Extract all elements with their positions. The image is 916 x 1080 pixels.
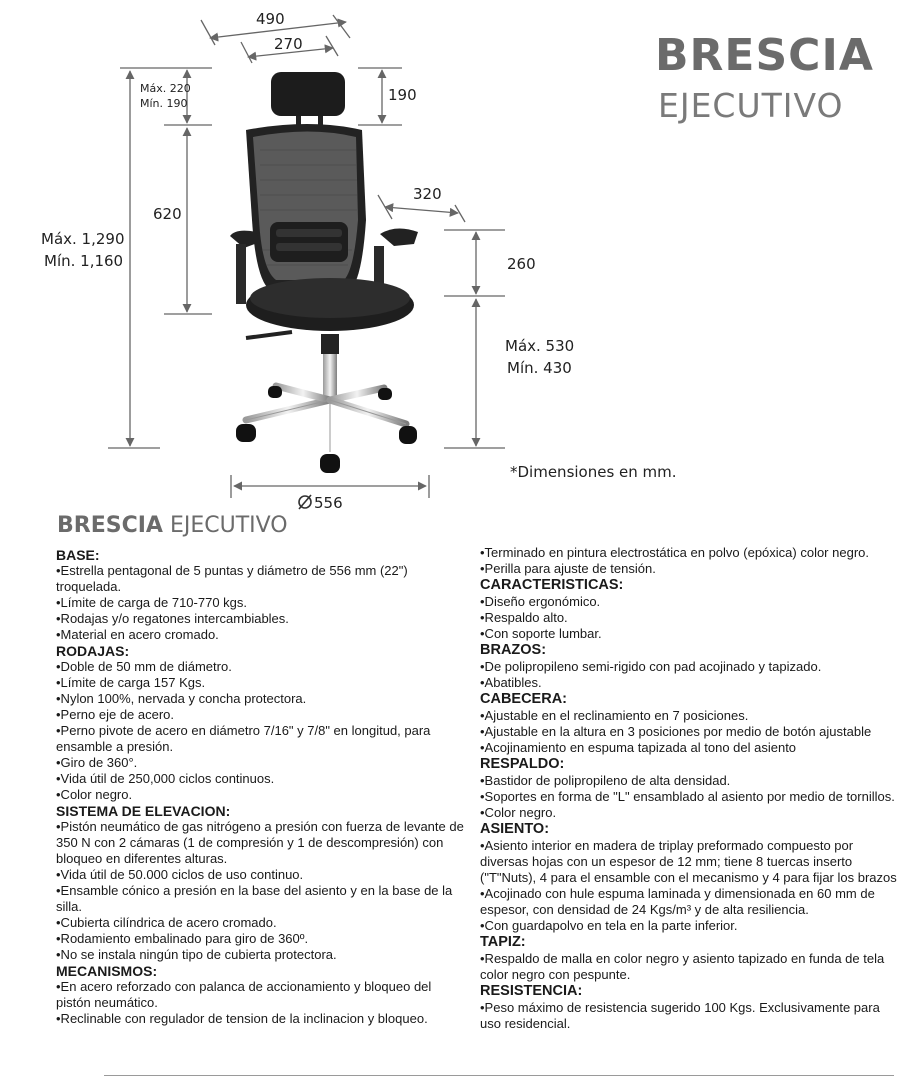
dim-headrest-adj-min: Mín. 190 — [140, 97, 188, 110]
spec-item: •Perno pivote de acero en diámetro 7/16" y 7/8" en longitud, para ensamble a presión. — [56, 723, 431, 754]
bottom-divider — [104, 1075, 894, 1076]
section-title-bold: BRESCIA — [57, 513, 163, 538]
spec-item: •Nylon 100%, nervada y concha protectora. — [56, 691, 307, 706]
dim-arm-height: 260 — [507, 255, 536, 273]
spec-heading: RODAJAS: — [56, 643, 130, 659]
spec-item: •Material en acero cromado. — [56, 627, 219, 642]
dim-arm-depth: 320 — [413, 185, 442, 203]
spec-item: •Acojinado con hule espuma laminada y dimensionada en 60 mm de espesor, con densidad de 24 Kgs/m³ y de alta resiliencia. — [480, 886, 875, 917]
dim-total-min: Mín. 1,160 — [44, 252, 124, 270]
spec-item: •Ensamble cónico a presión en la base del asiento y en la base de la silla. — [56, 883, 453, 914]
dim-total-max: Máx. 1,290 — [41, 230, 125, 248]
spec-heading: ASIENTO: — [480, 821, 550, 837]
dimension-drawing — [0, 0, 916, 510]
spec-heading: SISTEMA DE ELEVACION: — [56, 803, 231, 819]
spec-item: •Rodamiento embalinado para giro de 360º. — [56, 931, 309, 946]
spec-item: •Terminado en pintura electrostática en polvo (epóxica) color negro. — [480, 545, 869, 560]
spec-heading: TAPIZ: — [480, 934, 526, 950]
spec-item: •Límite de carga de 710-770 kgs. — [56, 595, 248, 610]
spec-item: •Acojinamiento en espuma tapizada al tono del asiento — [480, 740, 797, 755]
product-subtitle: EJECUTIVO — [658, 86, 844, 125]
spec-item: •Estrella pentagonal de 5 puntas y diámetro de 556 mm (22") troquelada. — [56, 563, 408, 594]
spec-item: •Perno eje de acero. — [56, 707, 175, 722]
chair-image — [230, 72, 418, 473]
section-title-light: EJECUTIVO — [162, 513, 288, 538]
spec-column-right — [480, 545, 900, 1032]
spec-item: •No se instala ningún tipo de cubierta protectora. — [56, 947, 337, 962]
spec-heading: RESISTENCIA: — [480, 983, 583, 999]
spec-item: •Asiento interior en madera de triplay preformado compuesto por diversas hojas con un espesor de 12 mm; tiene 8 tuercas inserto ("T"Nuts), 4 para el ensamble con el mecanismo y 4 para fijar los brazos — [480, 838, 897, 885]
spec-item: •Vida útil de 50.000 ciclos de uso continuo. — [56, 867, 304, 882]
dim-seat-max: Máx. 530 — [505, 337, 575, 355]
spec-item: •Respaldo alto. — [480, 610, 568, 625]
spec-item: •Rodajas y/o regatones intercambiables. — [56, 611, 289, 626]
spec-item: •Cubierta cilíndrica de acero cromado. — [56, 915, 277, 930]
spec-item: •Diseño ergonómico. — [480, 594, 601, 609]
spec-item: •Perilla para ajuste de tensión. — [480, 561, 656, 576]
spec-heading: CARACTERISTICAS: — [480, 577, 624, 593]
dim-seat-min: Mín. 430 — [507, 359, 572, 377]
spec-item: •Respaldo de malla en color negro y asiento tapizado en funda de tela color negro con pespunte. — [480, 951, 885, 982]
spec-item: •Giro de 360°. — [56, 755, 138, 770]
spec-heading: CABECERA: — [480, 691, 567, 707]
spec-item: •Color negro. — [480, 805, 557, 820]
spec-item: •Ajustable en el reclinamiento en 7 posiciones. — [480, 708, 749, 723]
spec-item: •De polipropileno semi-rigido con pad acojinado y tapizado. — [480, 659, 822, 674]
spec-heading: BASE: — [56, 547, 100, 563]
spec-item: •Peso máximo de resistencia sugerido 100 Kgs. Exclusivamente para uso residencial. — [480, 1000, 880, 1031]
spec-item: •Color negro. — [56, 787, 133, 802]
spec-item: •Pistón neumático de gas nitrógeno a presión con fuerza de levante de 350 N con 2 cámaras (1 de compresión y 1 de descompresión) con bloqueo en diferentes alturas. — [56, 819, 464, 866]
spec-heading: MECANISMOS: — [56, 963, 158, 979]
spec-item: •Abatibles. — [480, 675, 542, 690]
dim-back-height: 620 — [153, 205, 182, 223]
spec-item: •Doble de 50 mm de diámetro. — [56, 659, 232, 674]
section-title — [57, 513, 288, 538]
spec-heading: BRAZOS: — [480, 642, 547, 658]
dim-headrest-height: 190 — [388, 86, 417, 104]
spec-item: •Reclinable con regulador de tension de la inclinacion y bloqueo. — [56, 1011, 428, 1026]
spec-item: •En acero reforzado con palanca de accionamiento y bloqueo del pistón neumático. — [56, 979, 432, 1010]
spec-item: •Ajustable en la altura en 3 posiciones por medio de botón ajustable — [480, 724, 872, 739]
spec-column-left — [56, 547, 468, 1027]
product-title: BRESCIA — [655, 30, 874, 81]
spec-item: •Bastidor de polipropileno de alta densidad. — [480, 773, 731, 788]
spec-item: •Vida útil de 250,000 ciclos continuos. — [56, 771, 275, 786]
dim-width-total: 490 — [256, 10, 285, 28]
spec-item: •Con soporte lumbar. — [480, 626, 602, 641]
dim-base-diameter: 556 — [314, 494, 343, 512]
dimensions-note: *Dimensiones en mm. — [510, 463, 677, 481]
spec-heading: RESPALDO: — [480, 756, 565, 772]
spec-item: •Soportes en forma de "L" ensamblado al asiento por medio de tornillos. — [480, 789, 895, 804]
dim-headrest-adj-max: Máx. 220 — [140, 82, 191, 95]
spec-item: •Con guardapolvo en tela en la parte inferior. — [480, 918, 738, 933]
dim-width-back: 270 — [274, 35, 303, 53]
spec-item: •Límite de carga 157 Kgs. — [56, 675, 206, 690]
